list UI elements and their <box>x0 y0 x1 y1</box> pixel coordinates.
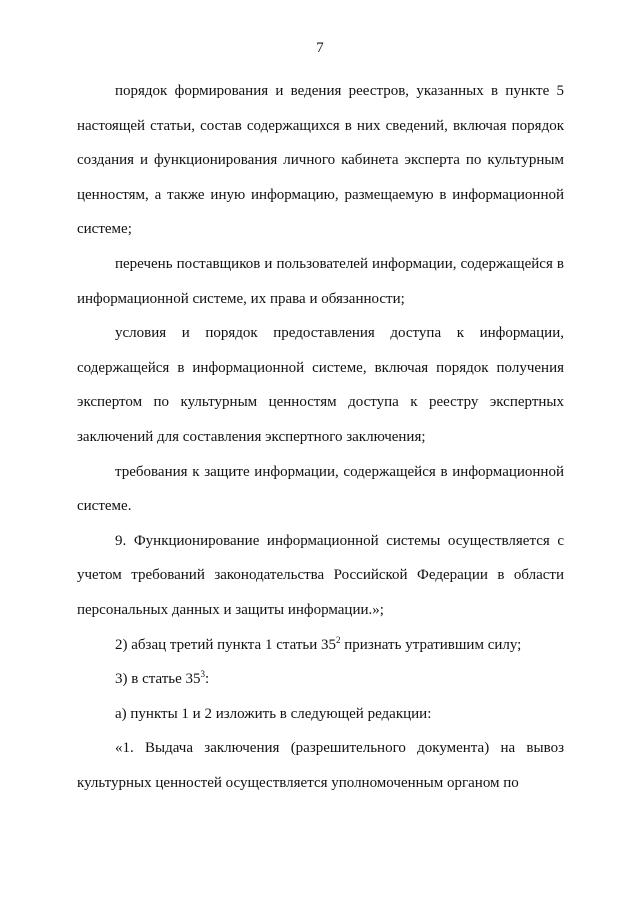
paragraph-registry-procedure: порядок формирования и ведения реестров, указанных в пункте 5 настоящей статьи, состав содержащихся в них сведений, включая порядок создания и функционирования личного кабинета эксперта по культурным ценностям, а также иную информацию, размещаемую в информационной системе; <box>77 83 564 238</box>
article-35-2-text-after: признать утратившим силу; <box>340 636 522 653</box>
article-35-2-text-before: 2) абзац третий пункта 1 статьи 35 <box>115 636 337 653</box>
paragraph-points-1-2: а) пункты 1 и 2 изложить в следующей редакции: <box>115 705 432 722</box>
article-35-2-superscript: 2 <box>336 634 341 645</box>
paragraph-system-functioning: 9. Функционирование информационной системы осуществляется с учетом требований законодательства Российской Федерации в области персональных данных и защиты информации.»; <box>77 532 564 618</box>
paragraph-article-35-2 <box>77 628 564 663</box>
article-35-3-superscript: 3 <box>200 669 206 680</box>
paragraph-protection-requirements: требования к защите информации, содержащейся в информационной системе. <box>77 463 564 515</box>
document-body <box>77 74 564 800</box>
article-35-3-text-after: : <box>205 671 210 688</box>
paragraph-article-35-3 <box>77 662 564 697</box>
page-number: 7 <box>316 40 324 56</box>
article-35-3-text-before: 3) в статье 35 <box>115 671 201 688</box>
paragraph-access-conditions: условия и порядок предоставления доступа к информации, содержащейся в информационной системе, включая порядок получения экспертом по культурным ценностям доступа к реестру экспертных заключений для составления экспертного заключения; <box>77 325 564 445</box>
paragraph-conclusion-issuance: «1. Выдача заключения (разрешительного документа) на вывоз культурных ценностей осуществляется уполномоченным органом по <box>77 740 564 791</box>
paragraph-suppliers-list: перечень поставщиков и пользователей информации, содержащейся в информационной системе, их права и обязанности; <box>77 255 564 307</box>
